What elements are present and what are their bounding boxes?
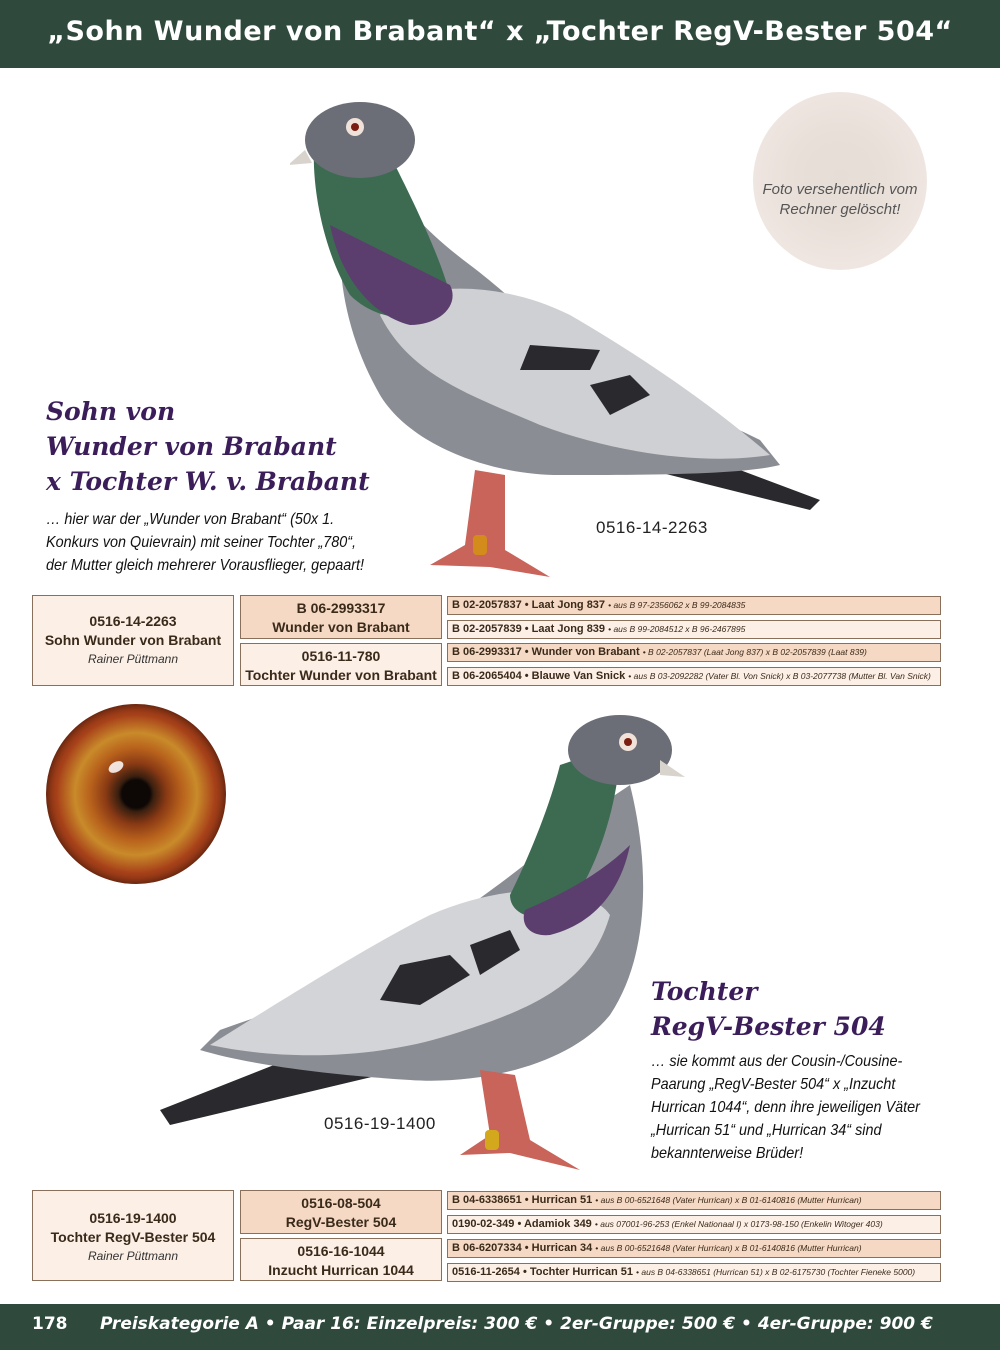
grandparent-main: 0516-11-2654 • Tochter Hurrican 51 xyxy=(452,1266,633,1278)
pair2-main-box xyxy=(32,1190,234,1281)
pigeon-photo-1 xyxy=(290,95,830,595)
pair1-description-line: … hier war der „Wunder von Brabant“ (50x 1. xyxy=(46,511,335,528)
grandparent-origin: • aus B 04-6338651 (Hurrican 51) x B 02-6175730 (Tochter Fieneke 5000) xyxy=(636,1267,916,1277)
pair1-description-line: der Mutter gleich mehrerer Vorausflieger, gepaart! xyxy=(46,557,365,574)
pair2-headline xyxy=(651,974,886,1044)
pair1-ring-number: 0516-14-2263 xyxy=(596,518,708,537)
grandparent-main: 0190-02-349 • Adamiok 349 xyxy=(452,1218,592,1230)
pair1-grandparent-row xyxy=(447,620,941,639)
pair2-description-line: Paarung „RegV-Bester 504“ x „Inzucht xyxy=(651,1076,896,1093)
pair1-headline-line: x Tochter W. v. Brabant xyxy=(46,467,370,496)
pair2-father-box xyxy=(240,1190,442,1234)
page-number: 178 xyxy=(32,1314,68,1334)
pair2-description xyxy=(651,1050,920,1165)
pair1-mother-box xyxy=(240,643,442,686)
grandparent-origin: • aus B 97-2356062 x B 99-2084835 xyxy=(608,600,746,610)
grandparent-main: B 06-2993317 • Wunder von Brabant xyxy=(452,646,640,658)
pair2-grandparent-row xyxy=(447,1239,941,1258)
eye-highlight xyxy=(107,759,126,776)
footer-bar xyxy=(0,1304,1000,1350)
grandparent-origin: • aus B 03-2092282 (Vater Bl. Von Snick) x B 03-2077738 (Mutter Bl. Van Snick) xyxy=(628,671,931,681)
pair1-main-owner: Rainer Püttmann xyxy=(87,652,179,666)
pair1-main-ring: 0516-14-2263 xyxy=(89,613,177,629)
grandparent-origin: • B 02-2057837 (Laat Jong 837) x B 02-2057839 (Laat 839) xyxy=(642,647,867,657)
grandparent-main: B 06-6207334 • Hurrican 34 xyxy=(452,1242,593,1254)
pair1-description-line: Konkurs von Quievrain) mit seiner Tochter „780“, xyxy=(46,534,357,551)
pair2-grandparent-row xyxy=(447,1263,941,1282)
pair2-mother-box xyxy=(240,1238,442,1281)
pair2-description-line: bekannterweise Brüder! xyxy=(651,1145,804,1162)
grandparent-origin: • aus 07001-96-253 (Enkel Nationaal I) x 0173-98-150 (Enkelin Witoger 403) xyxy=(594,1219,883,1229)
pair2-grandparent-row xyxy=(447,1191,941,1210)
grandparent-origin: • aus B 00-6521648 (Vater Hurrican) x B 01-6140816 (Mutter Hurrican) xyxy=(595,1243,862,1253)
pair2-description-line: … sie kommt aus der Cousin-/Cousine- xyxy=(651,1053,903,1070)
pair2-main-name: Tochter RegV-Bester 504 xyxy=(50,1229,216,1245)
pair2-headline-line: Tochter xyxy=(651,977,758,1006)
grandparent-main: B 04-6338651 • Hurrican 51 xyxy=(452,1194,593,1206)
pair1-grandparent-row xyxy=(447,596,941,615)
pair1-father-box xyxy=(240,595,442,639)
pair2-main-ring: 0516-19-1400 xyxy=(89,1210,177,1226)
price-info: Preiskategorie A • Paar 16: Einzelpreis: 300 € • 2er-Gruppe: 500 € • 4er-Gruppe: 900 € xyxy=(100,1314,933,1334)
pair2-description-line: Hurrican 1044“, denn ihre jeweiligen Väter xyxy=(651,1099,920,1116)
header-bar xyxy=(0,0,1000,68)
pair1-description xyxy=(46,508,364,577)
pair1-headline-line: Sohn von xyxy=(46,397,176,426)
pair1-main-box xyxy=(32,595,234,686)
pair1-grandparent-row xyxy=(447,643,941,662)
pair2-mother-ring: 0516-16-1044 xyxy=(297,1243,385,1259)
grandparent-main: B 06-2065404 • Blauwe Van Snick xyxy=(452,670,626,682)
pair1-mother-name: Tochter Wunder von Brabant xyxy=(245,667,437,683)
pair2-mother-name: Inzucht Hurrican 1044 xyxy=(268,1262,414,1278)
pair1-headline xyxy=(46,394,370,499)
pair2-father-ring: 0516-08-504 xyxy=(301,1195,381,1211)
grandparent-main: B 02-2057837 • Laat Jong 837 xyxy=(452,599,606,611)
page-title: „Sohn Wunder von Brabant“ x „Tochter RegV-Bester 504“ xyxy=(47,16,953,47)
pair1-grandparent-row xyxy=(447,667,941,686)
pair1-father-name: Wunder von Brabant xyxy=(272,619,410,635)
pair2-main-owner: Rainer Püttmann xyxy=(87,1249,179,1263)
pair1-father-ring: B 06-2993317 xyxy=(296,600,386,616)
grandparent-main: B 02-2057839 • Laat Jong 839 xyxy=(452,623,606,635)
pair1-main-name: Sohn Wunder von Brabant xyxy=(44,632,222,648)
pair2-description-line: „Hurrican 51“ und „Hurrican 34“ sind xyxy=(651,1122,882,1139)
missing-photo-note: Foto versehentlich vom Rechner gelöscht! xyxy=(762,181,918,218)
pair2-father-name: RegV-Bester 504 xyxy=(285,1214,397,1230)
pair2-headline-line: RegV-Bester 504 xyxy=(651,1012,886,1041)
pair2-grandparent-row xyxy=(447,1215,941,1234)
grandparent-origin: • aus B 00-6521648 (Vater Hurrican) x B 01-6140816 (Mutter Hurrican) xyxy=(595,1195,862,1205)
pair2-ring-number: 0516-19-1400 xyxy=(324,1114,436,1133)
pair1-mother-ring: 0516-11-780 xyxy=(301,648,381,664)
grandparent-origin: • aus B 99-2084512 x B 96-2467895 xyxy=(608,624,746,634)
missing-photo-placeholder xyxy=(753,92,927,270)
pair1-headline-line: Wunder von Brabant xyxy=(46,432,337,461)
